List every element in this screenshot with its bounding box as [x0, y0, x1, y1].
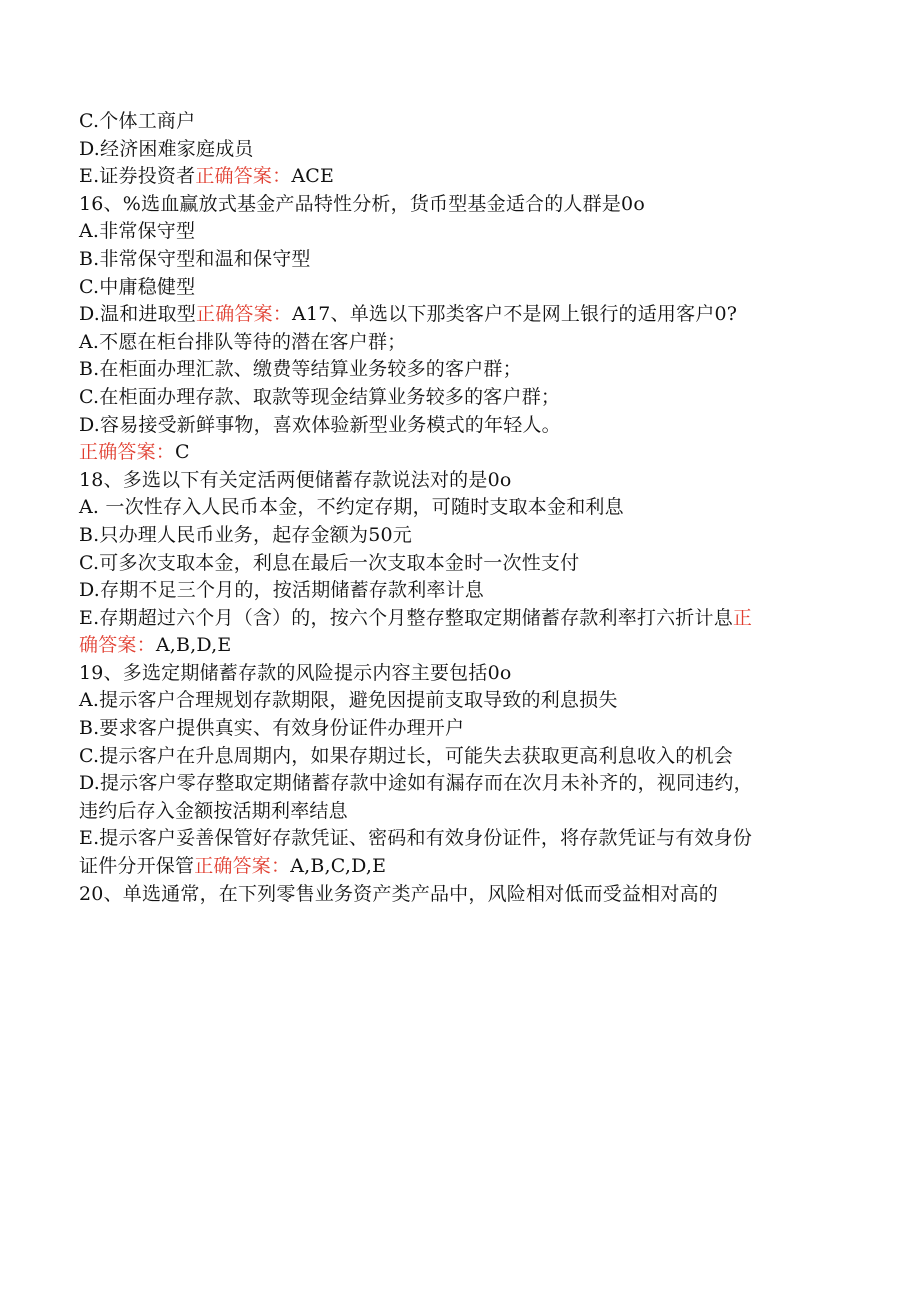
answer-value: C: [175, 441, 190, 464]
line-text: C.提示客户在升息周期内，如果存期过长，可能失去获取更高利息收入的机会: [79, 744, 733, 767]
line-text: 20、单选通常，在下列零售业务资产类产品中，风险相对低而受益相对高的: [79, 882, 718, 905]
text-line: [79, 798, 849, 826]
line-text: D.存期不足三个月的，按活期储蓄存款利率计息: [79, 579, 484, 602]
text-line: [79, 550, 849, 578]
text-line: [79, 191, 849, 219]
line-text: E.存期超过六个月（含）的，按六个月整存整取定期储蓄存款利率打六折计息: [79, 606, 733, 629]
document-body: [79, 108, 849, 908]
line-text: C.在柜面办理存款、取款等现金结算业务较多的客户群；: [79, 385, 561, 408]
line-text: 16、%选血赢放式基金产品特性分析，货币型基金适合的人群是0o: [79, 192, 645, 215]
text-line: [79, 163, 849, 191]
text-line: [79, 853, 849, 881]
line-text-continued: 17、单选以下那类客户不是网上银行的适用客户0?: [305, 303, 738, 326]
line-text: D.容易接受新鲜事物，喜欢体验新型业务模式的年轻人。: [79, 413, 561, 436]
text-line: [79, 825, 849, 853]
line-text: A.不愿在柜台排队等待的潜在客户群；: [79, 330, 407, 353]
line-text: B.只办理人民币业务，起存金额为50元: [79, 523, 412, 546]
answer-value: A: [292, 303, 306, 326]
answer-value: ACE: [291, 165, 335, 188]
line-text: 19、多选定期储蓄存款的风险提示内容主要包括0o: [79, 661, 512, 684]
text-line: [79, 384, 849, 412]
line-text: A. 一次性存入人民币本金，不约定存期，可随时支取本金和利息: [79, 496, 624, 519]
text-line: [79, 439, 849, 467]
answer-value: A,B,D,E: [155, 634, 232, 657]
text-line: [79, 274, 849, 302]
text-line: [79, 715, 849, 743]
line-text: B.在柜面办理汇款、缴费等结算业务较多的客户群；: [79, 358, 522, 381]
line-text: B.要求客户提供真实、有效身份证件办理开户: [79, 717, 465, 740]
text-line: [79, 660, 849, 688]
line-text: A.提示客户合理规划存款期限，避免因提前支取导致的利息损失: [79, 689, 618, 712]
text-line: [79, 494, 849, 522]
line-text: 违约后存入金额按活期利率结息: [79, 799, 348, 822]
answer-label: 正: [732, 606, 753, 629]
text-line: [79, 356, 849, 384]
answer-label: 正确答案：: [194, 855, 291, 878]
answer-label: 正确答案：: [195, 165, 292, 188]
text-line: [79, 743, 849, 771]
line-text: C.中庸稳健型: [79, 275, 196, 298]
text-line: [79, 881, 849, 909]
answer-label: 正确答案：: [79, 441, 176, 464]
line-text: E.证券投资者: [79, 165, 196, 188]
answer-label: 确答案：: [79, 634, 156, 657]
text-line: [79, 522, 849, 550]
text-line: [79, 467, 849, 495]
text-line: [79, 108, 849, 136]
line-text: 18、多选以下有关定活两便储蓄存款说法对的是0o: [79, 468, 512, 491]
line-text: D.温和进取型: [79, 303, 196, 326]
text-line: [79, 136, 849, 164]
text-line: [79, 577, 849, 605]
text-line: [79, 301, 849, 329]
line-text: E.提示客户妥善保管好存款凭证、密码和有效身份证件，将存款凭证与有效身份: [79, 827, 753, 850]
answer-label: 正确答案：: [196, 303, 293, 326]
text-line: [79, 632, 849, 660]
line-text: A.非常保守型: [79, 220, 196, 243]
text-line: [79, 770, 849, 798]
text-line: [79, 687, 849, 715]
line-text: B.非常保守型和温和保守型: [79, 247, 311, 270]
text-line: [79, 218, 849, 246]
line-text: C.个体工商户: [79, 110, 196, 132]
text-line: [79, 412, 849, 440]
answer-value: A,B,C,D,E: [290, 855, 387, 878]
text-line: [79, 329, 849, 357]
line-text: D.提示客户零存整取定期储蓄存款中途如有漏存而在次月未补齐的，视同违约，: [79, 772, 753, 795]
line-text: C.可多次支取本金，利息在最后一次支取本金时一次性支付: [79, 551, 580, 574]
text-line: [79, 246, 849, 274]
text-line: [79, 605, 849, 633]
line-text: D.经济困难家庭成员: [79, 137, 254, 160]
line-text: 证件分开保管: [79, 855, 195, 878]
